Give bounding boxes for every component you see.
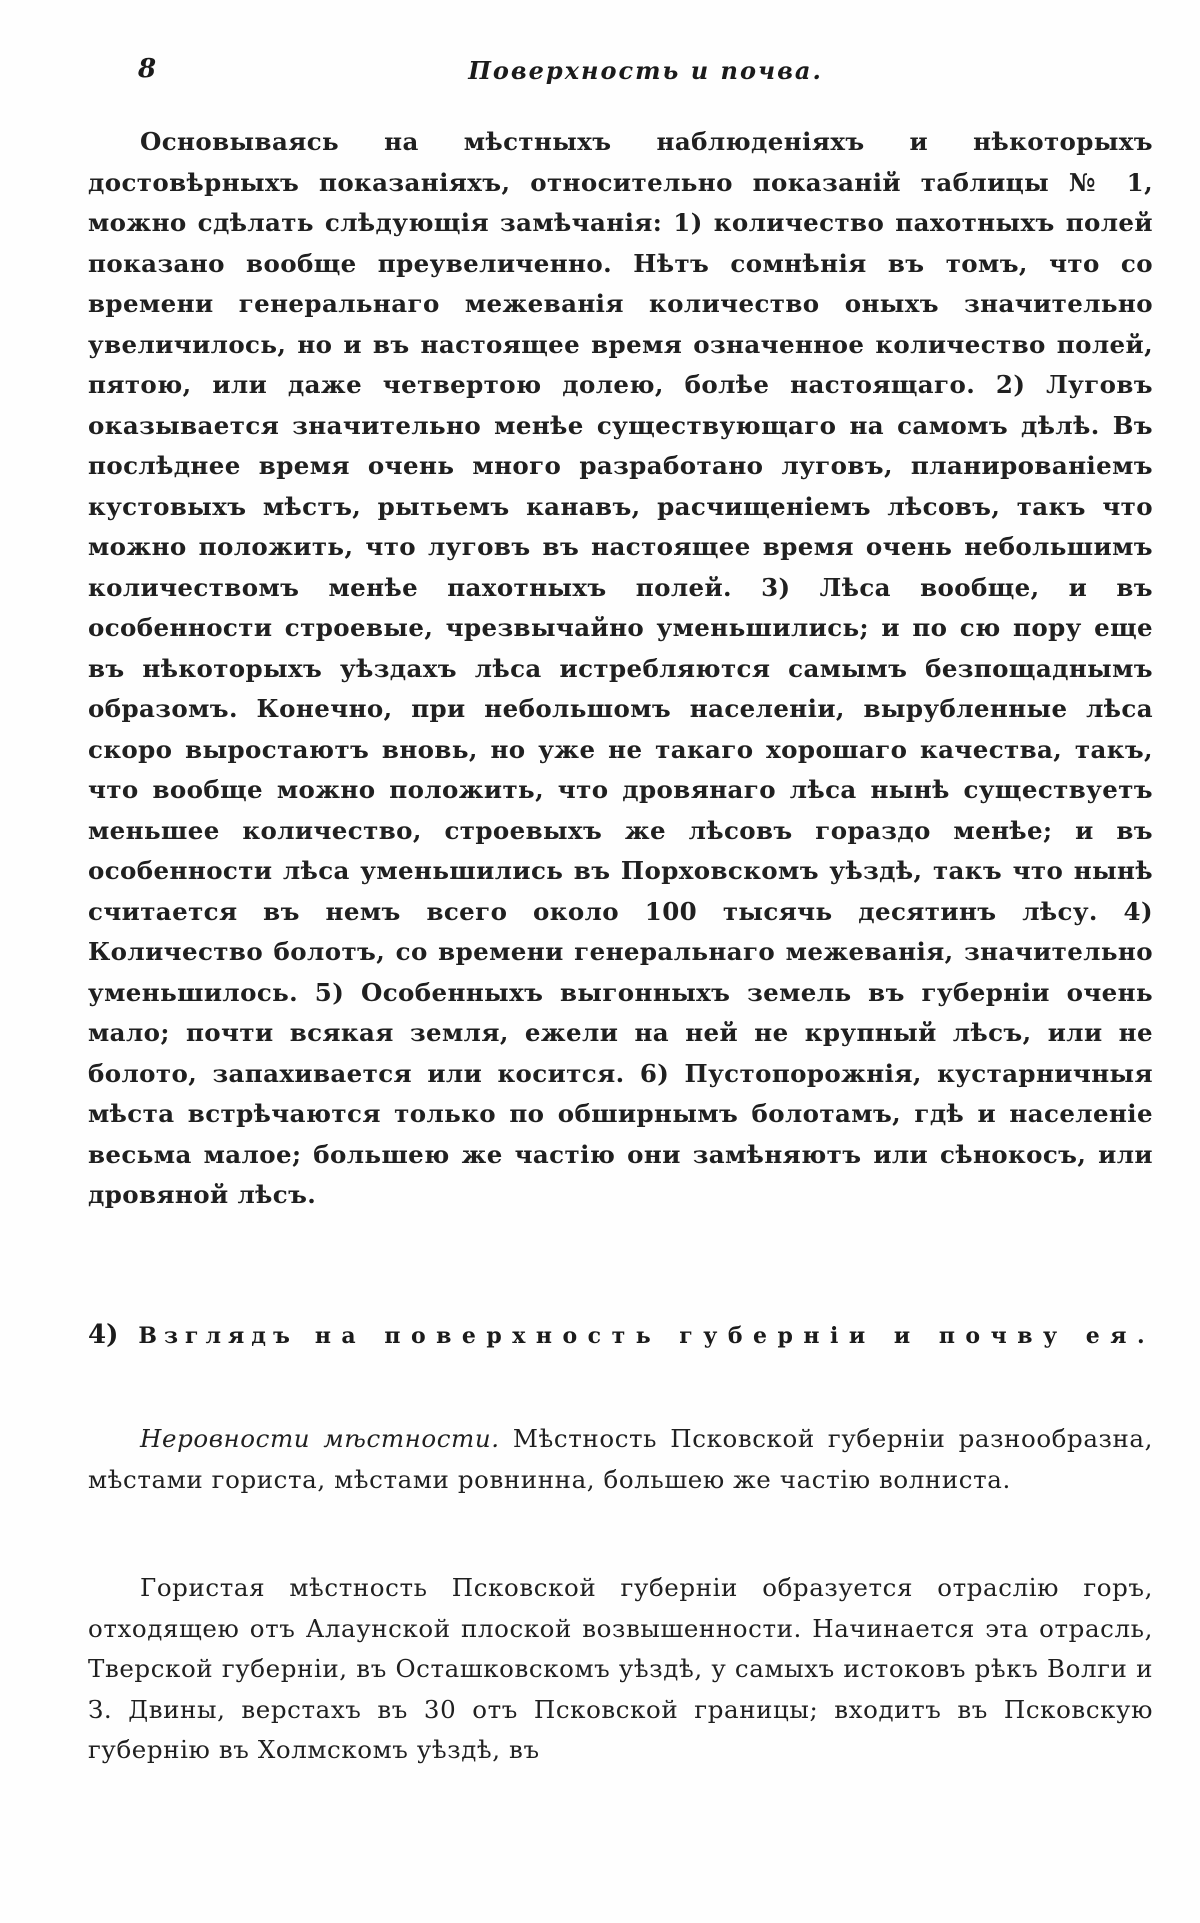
running-title: Поверхность и почва. bbox=[468, 56, 823, 85]
section-title-part2: на поверхность губерніи и почву ея. bbox=[314, 1323, 1156, 1349]
paragraph-mountainous-terrain: Гористая мѣстность Псковской губерніи образуется отраслію горъ, отходящею отъ Алаунской плоской возвышенности. Начинается эта отрасль, Тверской губерніи, въ Осташковскомъ уѣздѣ, у самыхъ истоковъ рѣкъ Волги и З. Двины, верстахъ въ 30 отъ Псковской границы; входитъ въ Псковскую губернію въ Холмскомъ уѣздѣ, въ bbox=[88, 1573, 1153, 1764]
section-number: 4) bbox=[88, 1320, 119, 1350]
section-title-part1: Взглядъ bbox=[138, 1323, 297, 1349]
paragraph-lead-italic: Неровности мѣстности. bbox=[140, 1424, 500, 1453]
paragraph-body: Мѣстность Псковской губерніи разнообразна, мѣстами гориста, мѣстами ровнинна, большею же частію волниста. bbox=[88, 1424, 1154, 1494]
paragraph-terrain-unevenness bbox=[88, 1419, 1153, 1500]
page-number: 8 bbox=[138, 54, 157, 84]
paragraph-tillage-notes: Основываясь на мѣстныхъ наблюденіяхъ и нѣкоторыхъ достовѣрныхъ показаніяхъ, относительно показаній таблицы № 1, можно сдѣлать слѣдующія замѣчанія: 1) количество пахотныхъ полей показано вообще преувеличенно. Нѣтъ сомнѣнія въ томъ, что со времени генеральнаго межеванія количество оныхъ значительно увеличилось, но и въ настоящее время означенное количество полей, пятою, или даже четвертою долею, болѣе настоящаго. 2) Луговъ оказывается значительно менѣе существующаго на самомъ дѣлѣ. Въ послѣднее время очень много разработано луговъ, планированіемъ кустовыхъ мѣстъ, рытьемъ канавъ, расчищеніемъ лѣсовъ, такъ что можно положить, что луговъ въ настоящее время очень небольшимъ количествомъ менѣе пахотныхъ полей. 3) Лѣса вообще, и въ особенности строевые, чрезвычайно уменьшились; и по сю пору еще въ нѣкоторыхъ уѣздахъ лѣса истребляются самымъ безпощаднымъ образомъ. Конечно, при небольшомъ населеніи, вырубленные лѣса скоро выростаютъ вновь, но уже не такаго хорошаго качества, такъ, что вообще можно положить, что дровянаго лѣса нынѣ существуетъ меньшее количество, строевыхъ же лѣсовъ гораздо менѣе; и въ особенности лѣса уменьшились въ Порховскомъ уѣздѣ, такъ что нынѣ считается въ немъ всего около 100 тысячь десятинъ лѣсу. 4) Количество болотъ, со времени генеральнаго межеванія, значительно уменьшилось. 5) Особенныхъ выгонныхъ земель въ губерніи очень мало; почти всякая земля, ежели на ней не крупный лѣсъ, или не болото, запахивается или косится. 6) Пустопорожнія, кустарничныя мѣста встрѣчаются только по обширнымъ болотамъ, гдѣ и населеніе весьма малое; большею же частію они замѣняютъ или сѣнокосъ, или дровяной лѣсъ. bbox=[88, 127, 1153, 1209]
page-header bbox=[138, 54, 1153, 94]
section-heading bbox=[88, 1320, 1156, 1350]
